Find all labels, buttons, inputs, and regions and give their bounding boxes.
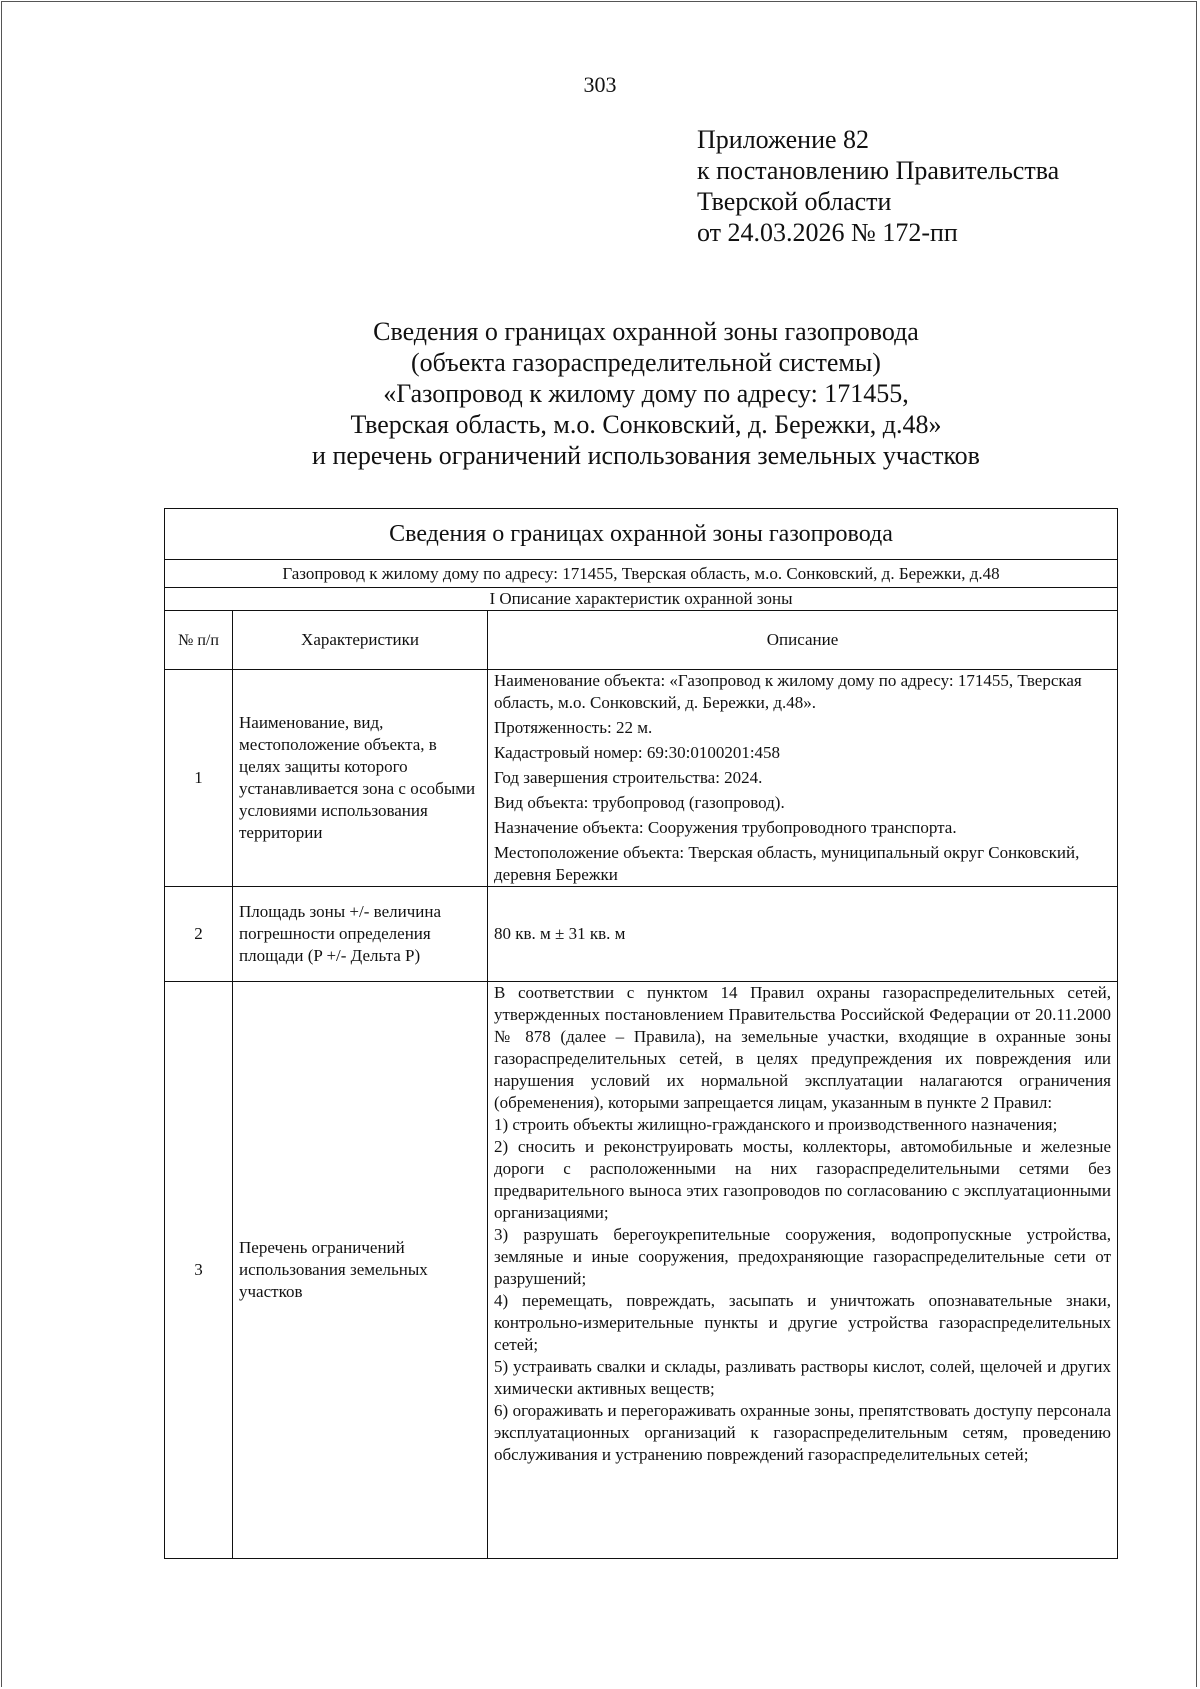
row-description: [488, 670, 1118, 887]
row-number: 3: [165, 982, 233, 1559]
appendix-line: к постановлению Правительства: [697, 156, 1060, 185]
description-line: Год завершения строительства: 2024.: [494, 768, 763, 787]
description-line: Наименование объекта: «Газопровод к жилому дому по адресу: 171455, Тверская область, м.о. Сонковский, д. Бережки, д.48».: [494, 671, 1082, 712]
page-number: 303: [583, 72, 617, 97]
row-number: 1: [165, 670, 233, 887]
restriction-item: 6) огораживать и перегораживать охранные зоны, препятствовать доступу персонала эксплуатационных организаций к газораспределительным сетям, проведению обслуживания и устранению повреждений газораспределительных сетей;: [494, 1401, 1112, 1464]
table-heading: Сведения о границах охранной зоны газопровода: [165, 509, 1118, 560]
title-line: и перечень ограничений использования земельных участков: [312, 441, 980, 470]
table-row: [165, 887, 1118, 982]
title-line: Сведения о границах охранной зоны газопровода: [373, 317, 919, 346]
object-line: Газопровод к жилому дому по адресу: 171455, Тверская область, м.о. Сонковский, д. Бережки, д.48: [165, 560, 1118, 588]
restriction-item: 1) строить объекты жилищно-гражданского и производственного назначения;: [494, 1115, 1058, 1134]
row-description: [488, 982, 1118, 1559]
table-row: [165, 982, 1118, 1559]
restriction-item: 5) устраивать свалки и склады, разливать растворы кислот, солей, щелочей и других химически активных веществ;: [494, 1357, 1112, 1398]
title-line: Тверская область, м.о. Сонковский, д. Бережки, д.48»: [350, 410, 942, 439]
column-header-number: № п/п: [165, 611, 233, 670]
title-line: (объекта газораспределительной системы): [411, 348, 881, 377]
section-heading: I Описание характеристик охранной зоны: [165, 588, 1118, 611]
restriction-paragraph: В соответствии с пунктом 14 Правил охраны газораспределительных сетей, утвержденных постановлением Правительства Российской Федерации от 20.11.2000 № 878 (далее – Правила), на земельные участки, входящие в охранные зоны газораспределительных сетей, в целях предупреждения их повреждения или нарушения условий их нормальной эксплуатации налагаются ограничения (обременения), которыми запрещается лицам, указанным в пункте 2 Правил:: [494, 983, 1112, 1112]
column-header-characteristics: Характеристики: [233, 611, 488, 670]
title-line: «Газопровод к жилому дому по адресу: 171455,: [383, 379, 909, 408]
table-row: [165, 670, 1118, 887]
description-line: Кадастровый номер: 69:30:0100201:458: [494, 743, 781, 762]
restriction-item: 4) перемещать, повреждать, засыпать и уничтожать опознавательные знаки, контрольно-измерительные пункты и другие устройства газораспределительных сетей;: [494, 1291, 1112, 1354]
description-line: Местоположение объекта: Тверская область, муниципальный округ Сонковский, деревня Бережки: [494, 843, 1080, 884]
zone-table: [164, 508, 1118, 1559]
restriction-item: 2) сносить и реконструировать мосты, коллекторы, автомобильные и железные дороги с расположенными на них газораспределительными сетями без предварительного выноса этих газопроводов по согласованию с эксплуатационными организациями;: [494, 1137, 1112, 1222]
appendix-block: [697, 124, 1059, 248]
document-title: [0, 316, 1200, 471]
restriction-item: 3) разрушать берегоукрепительные сооружения, водопропускные устройства, земляные и иные сооружения, предохраняющие газораспределительные сети от разрушений;: [494, 1225, 1112, 1288]
appendix-line: от 24.03.2026 № 172-пп: [697, 218, 958, 247]
description-line: Протяженность: 22 м.: [494, 718, 653, 737]
description-line: Вид объекта: трубопровод (газопровод).: [494, 793, 785, 812]
appendix-line: Приложение 82: [697, 125, 870, 154]
row-characteristic: Площадь зоны +/- величина погрешности определения площади (P +/- Дельта P): [233, 887, 488, 982]
row-characteristic: Наименование, вид, местоположение объекта, в целях защиты которого устанавливается зона с особыми условиями использования территории: [233, 670, 488, 887]
column-header-description: Описание: [488, 611, 1118, 670]
row-description: 80 кв. м ± 31 кв. м: [488, 887, 1118, 982]
appendix-line: Тверской области: [697, 187, 892, 216]
row-characteristic: Перечень ограничений использования земельных участков: [233, 982, 488, 1559]
description-line: Назначение объекта: Сооружения трубопроводного транспорта.: [494, 818, 957, 837]
row-number: 2: [165, 887, 233, 982]
